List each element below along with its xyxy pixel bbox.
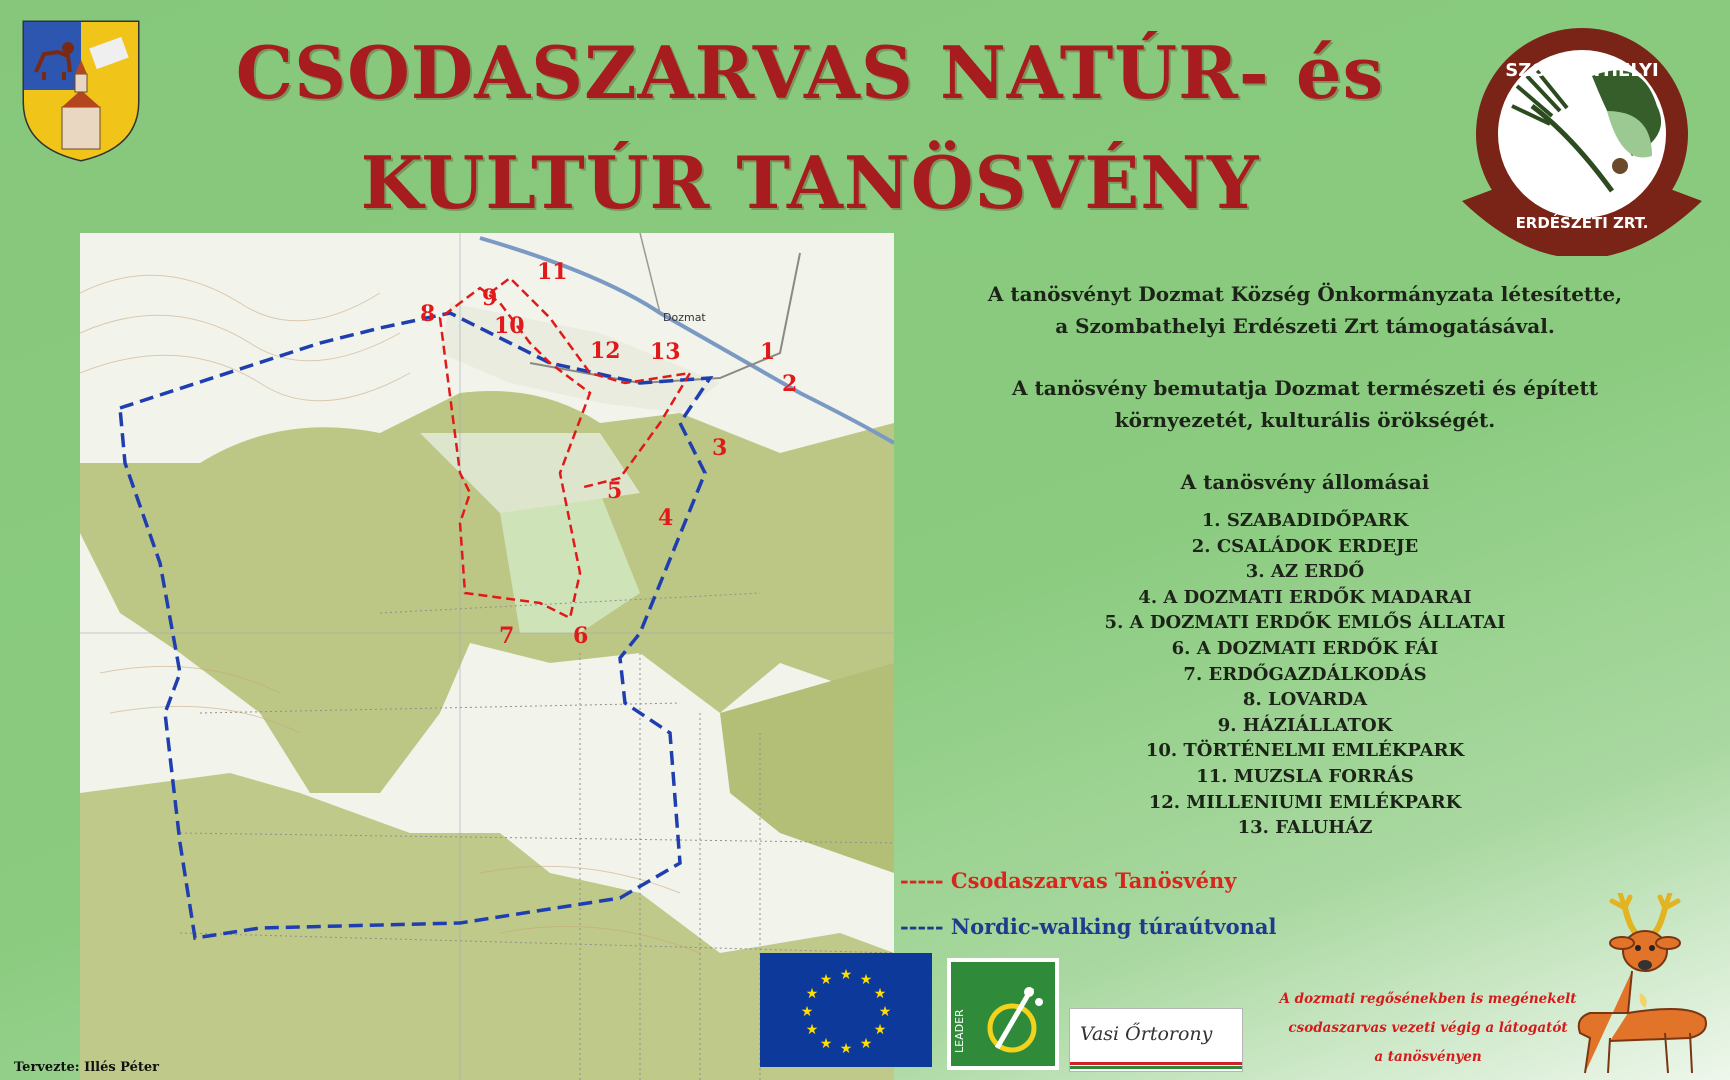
- leader-text: LEADER: [953, 1009, 966, 1053]
- designer-credit: Tervezte: Illés Péter: [14, 1060, 160, 1075]
- eu-flag-logo: [760, 953, 932, 1067]
- page-title-line2: KULTÚR TANÖSVÉNY: [360, 140, 1260, 225]
- station-marker-10: 10: [494, 313, 525, 339]
- legend-blue-trail: ----- Nordic-walking túraútvonal: [900, 914, 1277, 939]
- description-line-2: környezetét, kulturális örökségét.: [1114, 408, 1496, 432]
- intro-line-2: a Szombathelyi Erdészeti Zrt támogatásával.: [1055, 314, 1555, 338]
- station-marker-5: 5: [607, 478, 623, 504]
- station-item: 9. HÁZIÁLLATOK: [1217, 714, 1393, 736]
- svg-text:★: ★: [859, 1036, 873, 1052]
- vasi-logo-text: Vasi Őrtorony: [1080, 1023, 1213, 1045]
- station-item: 10. TÖRTÉNELMI EMLÉKPARK: [1145, 740, 1465, 762]
- station-marker-1: 1: [760, 339, 776, 365]
- svg-text:★: ★: [878, 1004, 892, 1020]
- station-item: 7. ERDŐGAZDÁLKODÁS: [1183, 663, 1427, 685]
- deer-icon: [1570, 893, 1720, 1078]
- station-marker-7: 7: [499, 623, 515, 649]
- station-item: 1. SZABADIDŐPARK: [1201, 510, 1409, 531]
- station-item: 3. AZ ERDŐ: [1245, 561, 1365, 583]
- svg-text:★: ★: [873, 986, 887, 1002]
- station-item: 4. A DOZMATI ERDŐK MADARAI: [1138, 586, 1472, 608]
- svg-text:★: ★: [800, 1004, 814, 1020]
- coat-of-arms-icon: [14, 12, 148, 162]
- legend-red-trail: ----- Csodaszarvas Tanösvény: [900, 868, 1237, 893]
- station-item: 6. A DOZMATI ERDŐK FÁI: [1171, 637, 1439, 659]
- forestry-seal-logo: [1442, 16, 1722, 256]
- info-panel: [900, 278, 1710, 841]
- station-marker-3: 3: [712, 435, 728, 461]
- stations-heading: A tanösvény állomásai: [1180, 470, 1430, 494]
- svg-text:★: ★: [819, 1036, 833, 1052]
- svg-text:★: ★: [859, 972, 873, 988]
- svg-text:★: ★: [805, 1022, 819, 1038]
- seal-bottom-text: ERDÉSZETI ZRT.: [1515, 214, 1649, 232]
- svg-text:★: ★: [819, 972, 833, 988]
- svg-text:★: ★: [839, 1041, 853, 1057]
- stations-list: [900, 508, 1710, 841]
- station-item: 5. A DOZMATI ERDŐK EMLŐS ÁLLATAI: [1104, 612, 1506, 634]
- description-line-1: A tanösvény bemutatja Dozmat természeti és épített: [1012, 376, 1598, 400]
- station-marker-6: 6: [573, 623, 589, 649]
- svg-text:★: ★: [873, 1022, 887, 1038]
- vasi-ortorony-logo: [1069, 1008, 1243, 1072]
- station-item: 13. FALUHÁZ: [1237, 817, 1373, 839]
- station-marker-2: 2: [782, 371, 798, 397]
- station-marker-4: 4: [658, 505, 674, 531]
- station-item: 11. MUZSLA FORRÁS: [1196, 765, 1414, 787]
- svg-text:★: ★: [805, 986, 819, 1002]
- map-place-label: Dozmat: [663, 311, 706, 324]
- leader-logo: [947, 958, 1059, 1070]
- svg-text:★: ★: [839, 967, 853, 983]
- caption-line-1: A dozmati regősénekben is megénekelt: [1279, 991, 1577, 1007]
- caption-line-3: a tanösvényen: [1374, 1049, 1482, 1065]
- station-marker-8: 8: [420, 301, 436, 327]
- station-marker-9: 9: [482, 285, 498, 311]
- intro-line-1: A tanösvényt Dozmat Község Önkormányzata létesítette,: [987, 282, 1623, 306]
- station-item: 12. MILLENIUMI EMLÉKPARK: [1148, 791, 1462, 813]
- caption-line-2: csodaszarvas vezeti végig a látogatót: [1288, 1020, 1568, 1036]
- station-marker-13: 13: [650, 339, 681, 365]
- page-title-line1: CSODASZARVAS NATÚR- és: [235, 30, 1385, 115]
- station-marker-12: 12: [590, 338, 621, 364]
- deer-caption: [1258, 985, 1598, 1072]
- seal-top-text: SZOMBATHELYI: [1505, 60, 1659, 81]
- station-marker-11: 11: [537, 259, 568, 285]
- station-item: 8. LOVARDA: [1242, 689, 1368, 711]
- station-item: 2. CSALÁDOK ERDEJE: [1191, 535, 1419, 557]
